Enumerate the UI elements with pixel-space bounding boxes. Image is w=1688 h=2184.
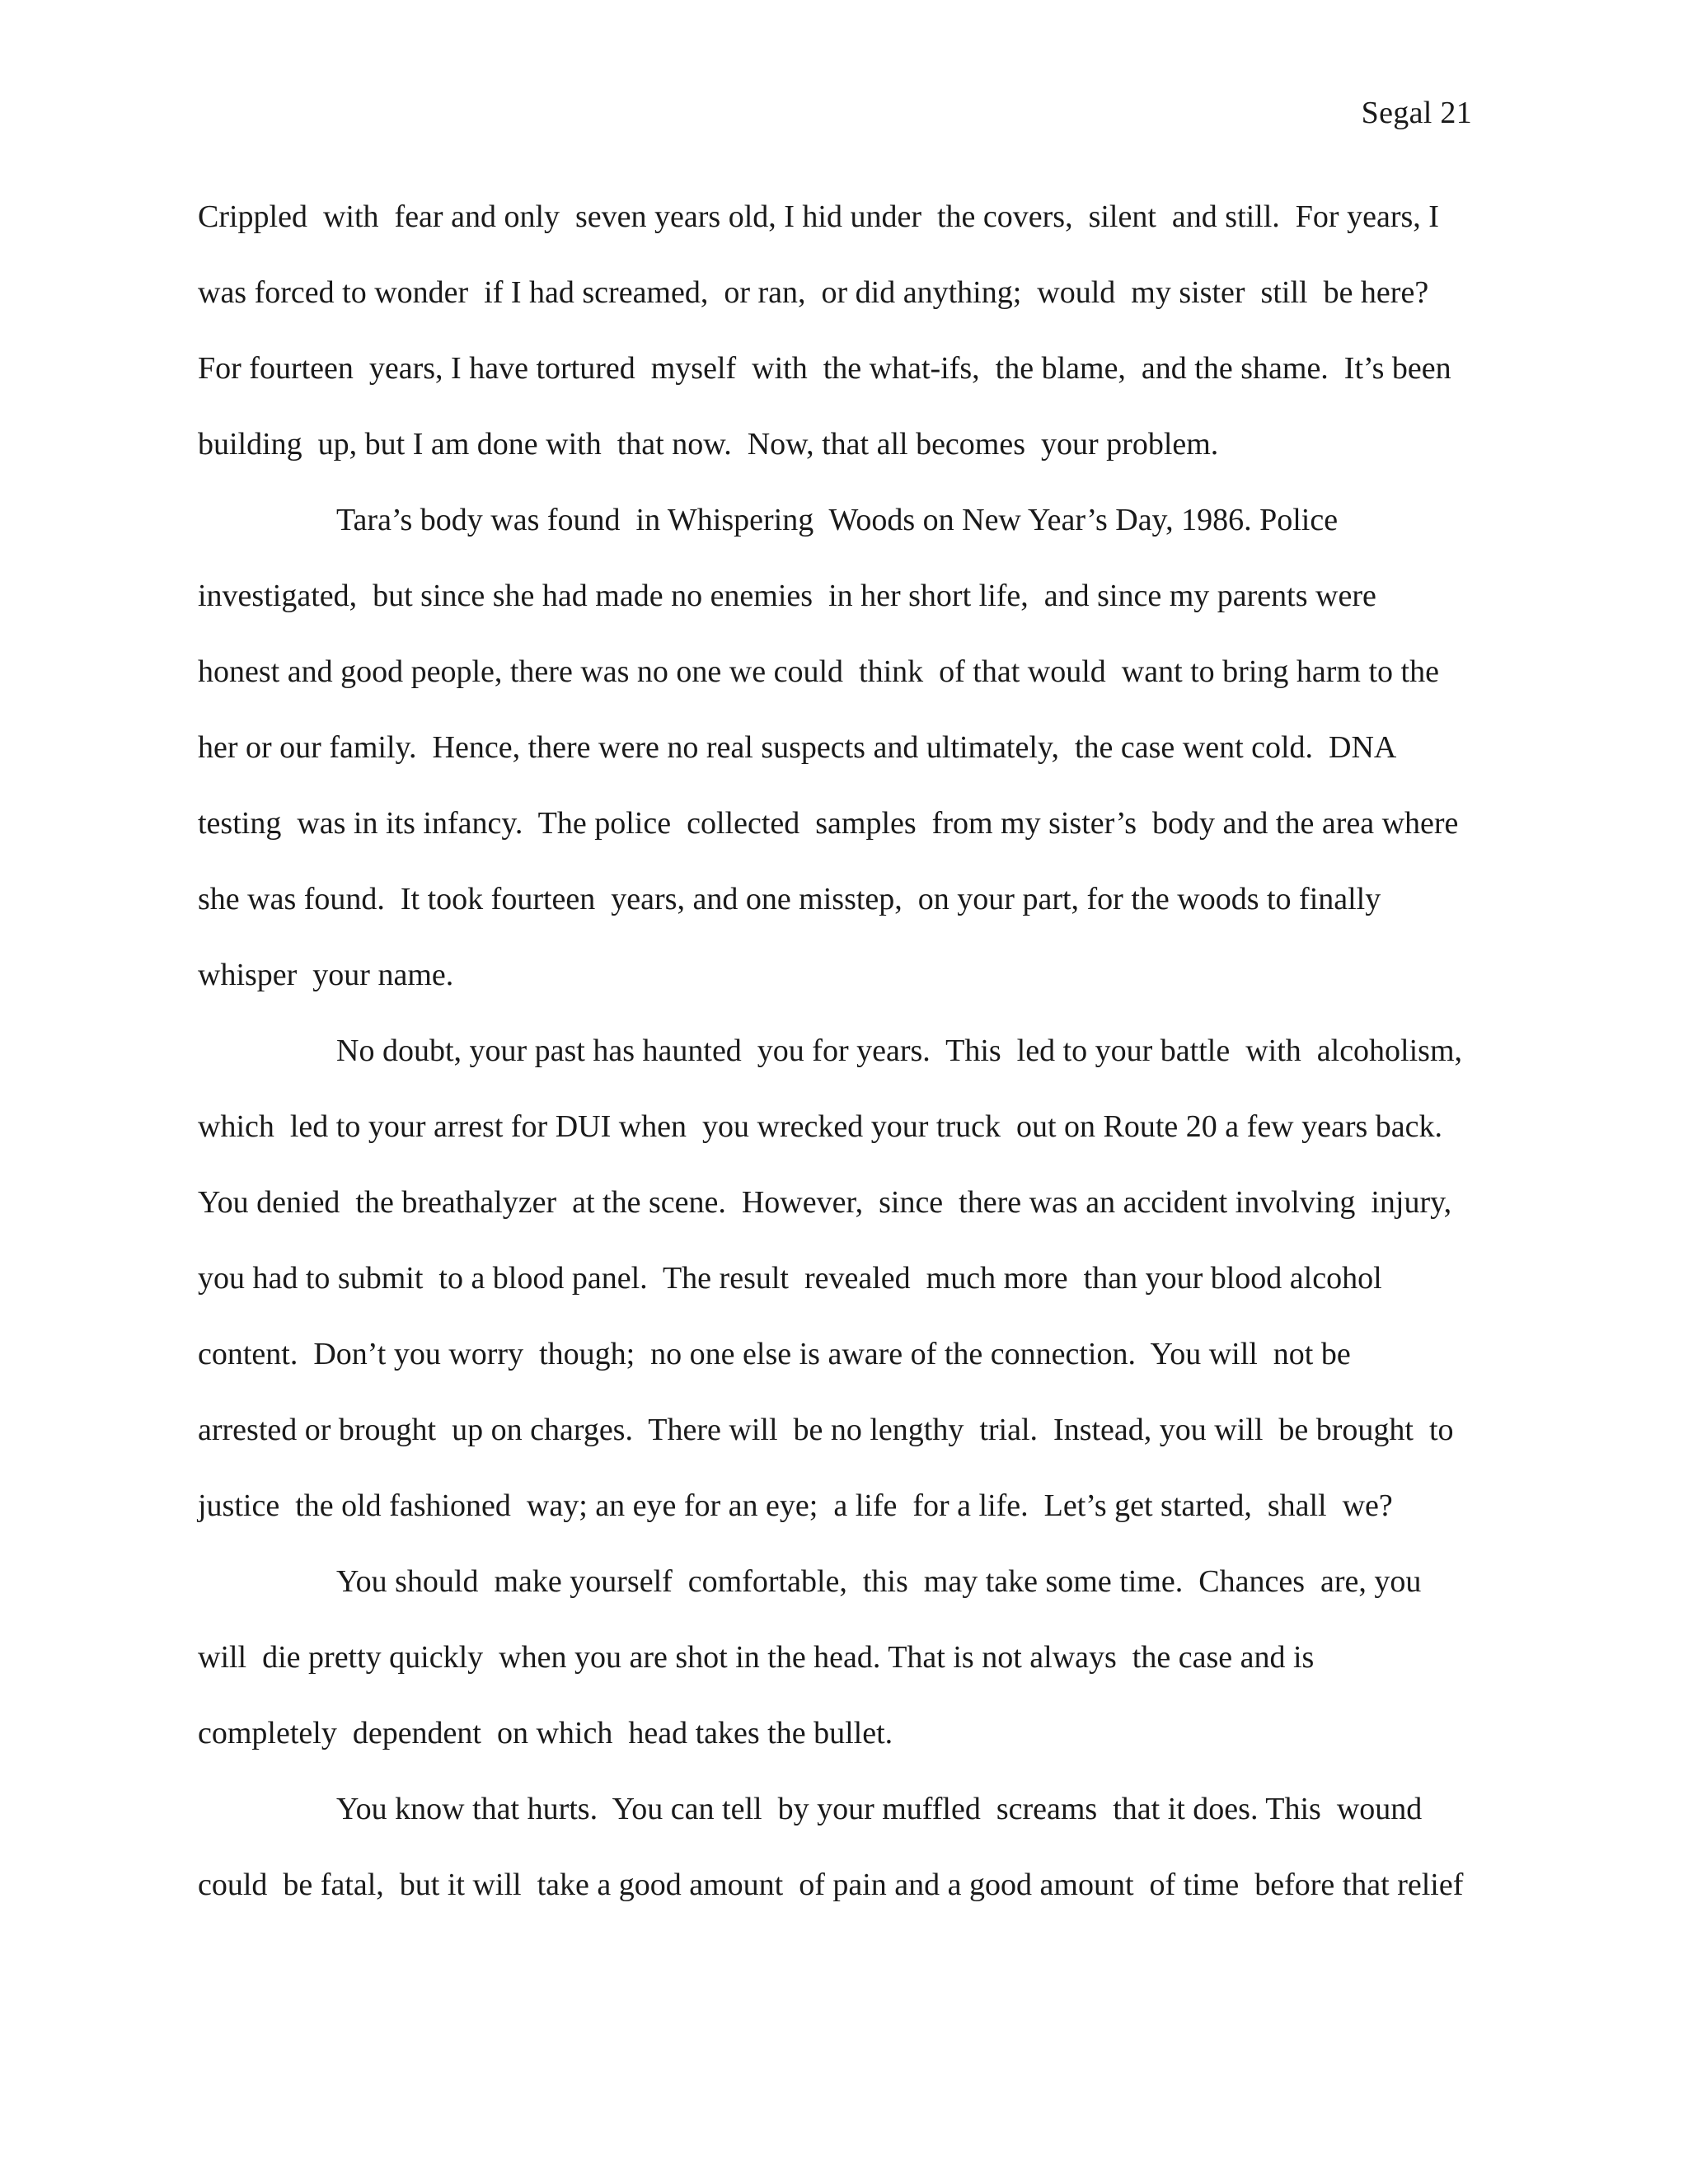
- text-line: honest and good people, there was no one we could think of that would want to bring harm to the: [198, 654, 1439, 689]
- paragraph-first-line: No doubt, your past has haunted you for years. This led to your battle with alcoholism,: [336, 1033, 1463, 1068]
- text-line: could be fatal, but it will take a good amount of pain and a good amount of time before that relief: [198, 1868, 1464, 1902]
- text-line: completely dependent on which head takes the bullet.: [198, 1716, 893, 1750]
- text-line: For fourteen years, I have tortured myself with the what-ifs, the blame, and the shame. It’s been: [198, 351, 1451, 386]
- text-line: which led to your arrest for DUI when you wrecked your truck out on Route 20 a few years back.: [198, 1109, 1443, 1144]
- text-line: You denied the breathalyzer at the scene. However, since there was an accident involving injury,: [198, 1185, 1452, 1220]
- text-line: arrested or brought up on charges. There will be no lengthy trial. Instead, you will be brought to: [198, 1413, 1454, 1447]
- text-line: whisper your name.: [198, 958, 454, 992]
- text-line: testing was in its infancy. The police collected samples from my sister’s body and the area where: [198, 806, 1459, 841]
- running-head: Segal 21: [1361, 96, 1472, 130]
- text-line: investigated, but since she had made no enemies in her short life, and since my parents were: [198, 579, 1376, 613]
- paragraph-first-line: Tara’s body was found in Whispering Woods on New Year’s Day, 1986. Police: [336, 503, 1339, 537]
- text-line: justice the old fashioned way; an eye for an eye; a life for a life. Let’s get started, shall we?: [198, 1488, 1393, 1523]
- text-line: building up, but I am done with that now. Now, that all becomes your problem.: [198, 427, 1219, 462]
- text-line: you had to submit to a blood panel. The result revealed much more than your blood alcohol: [198, 1261, 1382, 1296]
- text-line: content. Don’t you worry though; no one else is aware of the connection. You will not be: [198, 1337, 1351, 1371]
- paragraph-first-line: You should make yourself comfortable, this may take some time. Chances are, you: [336, 1564, 1422, 1599]
- text-line: will die pretty quickly when you are shot in the head. That is not always the case and is: [198, 1640, 1315, 1675]
- paragraph-first-line: You know that hurts. You can tell by your muffled screams that it does. This wound: [336, 1792, 1423, 1826]
- text-line: she was found. It took fourteen years, and one misstep, on your part, for the woods to finally: [198, 882, 1381, 916]
- text-line: was forced to wonder if I had screamed, or ran, or did anything; would my sister still be here?: [198, 275, 1429, 310]
- body-text: [198, 196, 1484, 1940]
- text-line: her or our family. Hence, there were no real suspects and ultimately, the case went cold. DNA: [198, 730, 1397, 765]
- text-line: Crippled with fear and only seven years old, I hid under the covers, silent and still. For years, I: [198, 199, 1439, 234]
